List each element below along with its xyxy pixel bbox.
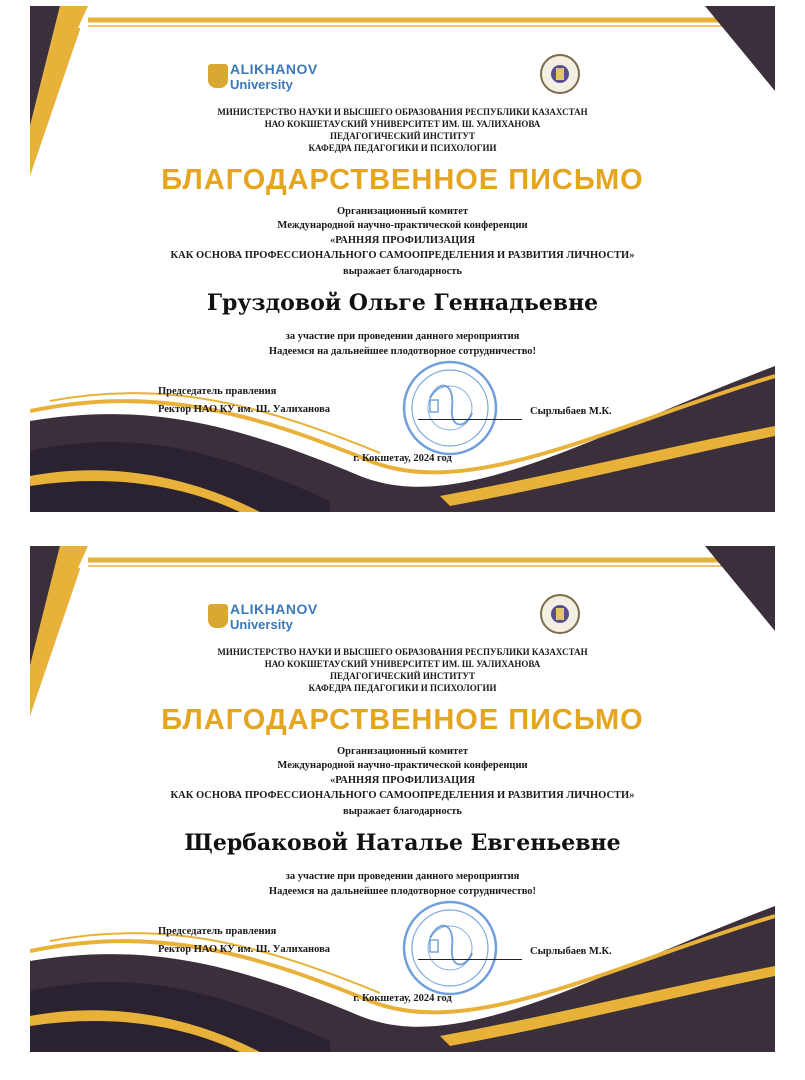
- ministry-line-4: КАФЕДРА ПЕДАГОГИКИ И ПСИХОЛОГИИ: [308, 683, 497, 693]
- certificate-title: БЛАГОДАРСТВЕННОЕ ПИСЬМО: [161, 704, 644, 736]
- logo-text-line2: University: [230, 77, 293, 92]
- body-line-6: за участие при проведении данного мероприятия: [285, 871, 520, 882]
- ministry-line-2: НАО КОКШЕТАУСКИЙ УНИВЕРСИТЕТ ИМ. Ш. УАЛИХАНОВА: [264, 659, 541, 669]
- signature-line: [418, 419, 522, 420]
- official-stamp-icon: [400, 898, 500, 998]
- position-line-2: Ректор НАО КУ им. Ш. Уалиханова: [158, 944, 331, 955]
- body-line-1: Организационный комитет: [336, 746, 469, 757]
- certificate-1: [30, 6, 775, 512]
- university-logo-icon: [208, 598, 328, 638]
- body-line-4: КАК ОСНОВА ПРОФЕССИОНАЛЬНОГО САМООПРЕДЕЛЕНИЯ И РАЗВИТИЯ ЛИЧНОСТИ»: [170, 250, 635, 261]
- university-logo-icon: [208, 58, 328, 98]
- ministry-line-3: ПЕДАГОГИЧЕСКИЙ ИНСТИТУТ: [330, 671, 475, 681]
- logo-text-line1: ALIKHANOV: [230, 601, 318, 617]
- certificate-2: [30, 546, 775, 1052]
- ministry-line-2: НАО КОКШЕТАУСКИЙ УНИВЕРСИТЕТ ИМ. Ш. УАЛИХАНОВА: [264, 119, 541, 129]
- position-line-1: Председатель правления: [158, 926, 277, 937]
- body-line-1: Организационный комитет: [336, 206, 469, 217]
- official-stamp-icon: [400, 358, 500, 458]
- logo-mark: [208, 64, 228, 88]
- body-line-5: выражает благодарность: [343, 266, 462, 277]
- body-line-3: «РАННЯЯ ПРОФИЛИЗАЦИЯ: [329, 775, 476, 786]
- body-line-2: Международной научно-практической конференции: [277, 760, 528, 771]
- ministry-line-3: ПЕДАГОГИЧЕСКИЙ ИНСТИТУТ: [330, 131, 475, 141]
- logo-text-line1: ALIKHANOV: [230, 61, 318, 77]
- body-line-2: Международной научно-практической конференции: [277, 220, 528, 231]
- signer-name: Сырлыбаев М.К.: [530, 406, 612, 417]
- recipient-name: Груздовой Ольге Геннадьевне: [206, 290, 599, 316]
- position-line-1: Председатель правления: [158, 386, 277, 397]
- recipient-name: Щербаковой Наталье Евгеньевне: [184, 830, 621, 856]
- ministry-line-1: МИНИСТЕРСТВО НАУКИ И ВЫСШЕГО ОБРАЗОВАНИЯ РЕСПУБЛИКИ КАЗАХСТАН: [217, 647, 588, 657]
- position-line-2: Ректор НАО КУ им. Ш. Уалиханова: [158, 404, 331, 415]
- ministry-line-1: МИНИСТЕРСТВО НАУКИ И ВЫСШЕГО ОБРАЗОВАНИЯ РЕСПУБЛИКИ КАЗАХСТАН: [217, 107, 588, 117]
- city-year: г. Кокшетау, 2024 год: [353, 993, 452, 1004]
- body-line-4: КАК ОСНОВА ПРОФЕССИОНАЛЬНОГО САМООПРЕДЕЛЕНИЯ И РАЗВИТИЯ ЛИЧНОСТИ»: [170, 790, 635, 801]
- signature-line: [418, 959, 522, 960]
- city-year: г. Кокшетау, 2024 год: [353, 453, 452, 464]
- body-line-5: выражает благодарность: [343, 806, 462, 817]
- signer-name: Сырлыбаев М.К.: [530, 946, 612, 957]
- institute-emblem-icon: [540, 54, 580, 94]
- certificate-title: БЛАГОДАРСТВЕННОЕ ПИСЬМО: [161, 164, 644, 196]
- body-line-3: «РАННЯЯ ПРОФИЛИЗАЦИЯ: [329, 235, 476, 246]
- body-line-7: Надеемся на дальнейшее плодотворное сотрудничество!: [268, 886, 537, 897]
- ministry-line-4: КАФЕДРА ПЕДАГОГИКИ И ПСИХОЛОГИИ: [308, 143, 497, 153]
- body-line-6: за участие при проведении данного мероприятия: [285, 331, 520, 342]
- logo-mark: [208, 604, 228, 628]
- institute-emblem-icon: [540, 594, 580, 634]
- logo-text-line2: University: [230, 617, 293, 632]
- body-line-7: Надеемся на дальнейшее плодотворное сотрудничество!: [268, 346, 537, 357]
